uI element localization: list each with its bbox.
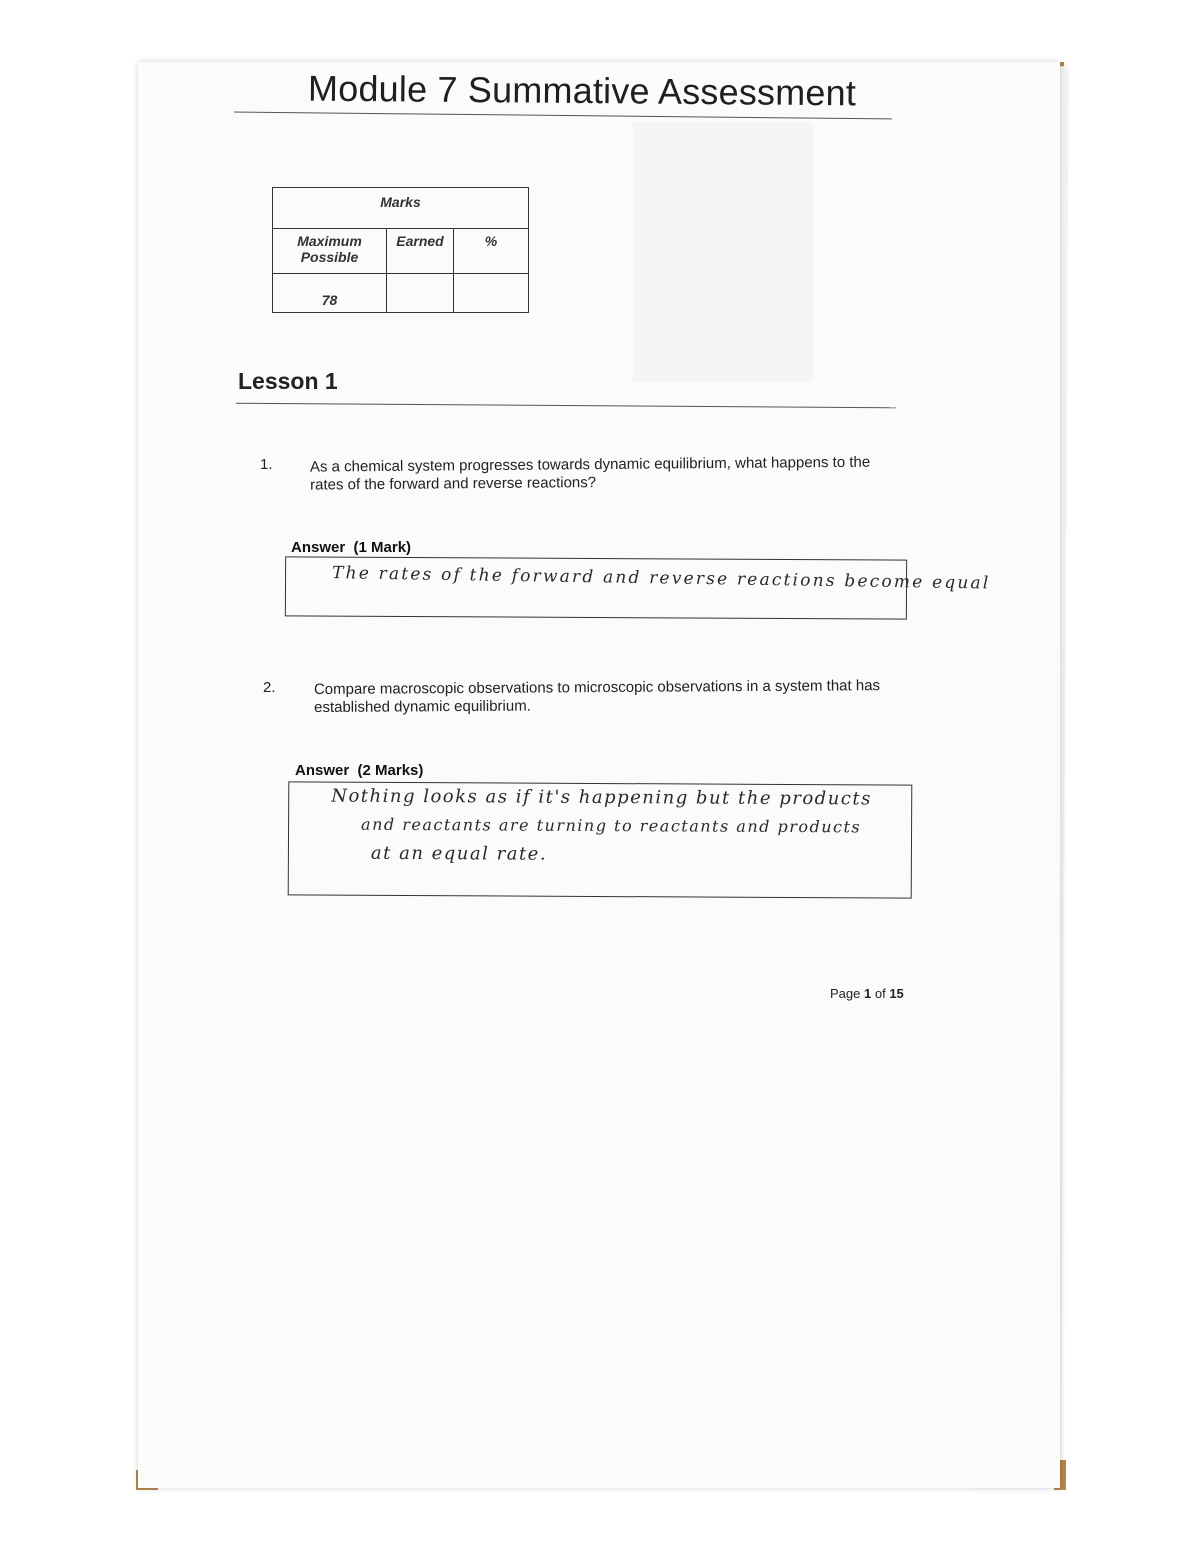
page-prefix: Page bbox=[830, 986, 861, 1001]
answer-1-marks: (1 Mark) bbox=[353, 539, 412, 556]
max-possible-header: Maximum Possible bbox=[273, 229, 387, 274]
document-page bbox=[138, 62, 1060, 1488]
answer-1-word: Answer bbox=[291, 539, 346, 556]
answer-2-line-1: Nothing looks as if it's happening but the products bbox=[331, 785, 872, 810]
percent-header: % bbox=[454, 229, 529, 274]
marks-table bbox=[272, 187, 529, 313]
question-2-text: Compare macroscopic observations to microscopic observations in a system that has established dynamic equilibrium. bbox=[313, 677, 881, 717]
page-total: 15 bbox=[889, 986, 904, 1001]
question-1-text: As a chemical system progresses towards dynamic equilibrium, what happens to the rates of the forward and reverse reactions? bbox=[309, 453, 871, 494]
percent-value bbox=[454, 274, 529, 313]
show-through-shadow bbox=[633, 122, 813, 382]
max-possible-value: 78 bbox=[273, 274, 387, 313]
answer-2-line-2: and reactants are turning to reactants and products bbox=[361, 814, 862, 837]
answer-1-handwriting: The rates of the forward and reverse reactions become equal bbox=[331, 563, 991, 594]
answer-2-marks: (2 Marks) bbox=[357, 762, 424, 779]
answer-1-label bbox=[291, 539, 411, 556]
answer-2-box[interactable] bbox=[288, 781, 913, 898]
marks-header: Marks bbox=[273, 188, 529, 229]
page-current: 1 bbox=[864, 986, 872, 1001]
answer-2-word: Answer bbox=[295, 762, 350, 779]
page-title: Module 7 Summative Assessment bbox=[307, 67, 857, 114]
section-underline bbox=[236, 403, 896, 409]
question-1-number: 1. bbox=[260, 456, 273, 473]
earned-value bbox=[387, 274, 454, 313]
page-number bbox=[830, 986, 904, 1001]
earned-header: Earned bbox=[387, 229, 454, 274]
answer-1-box[interactable] bbox=[285, 556, 991, 619]
section-heading: Lesson 1 bbox=[238, 368, 338, 394]
page-separator: of bbox=[874, 986, 886, 1001]
question-2-number: 2. bbox=[263, 679, 276, 696]
answer-2-label bbox=[295, 762, 423, 779]
answer-2-line-3: at an equal rate. bbox=[370, 842, 548, 865]
